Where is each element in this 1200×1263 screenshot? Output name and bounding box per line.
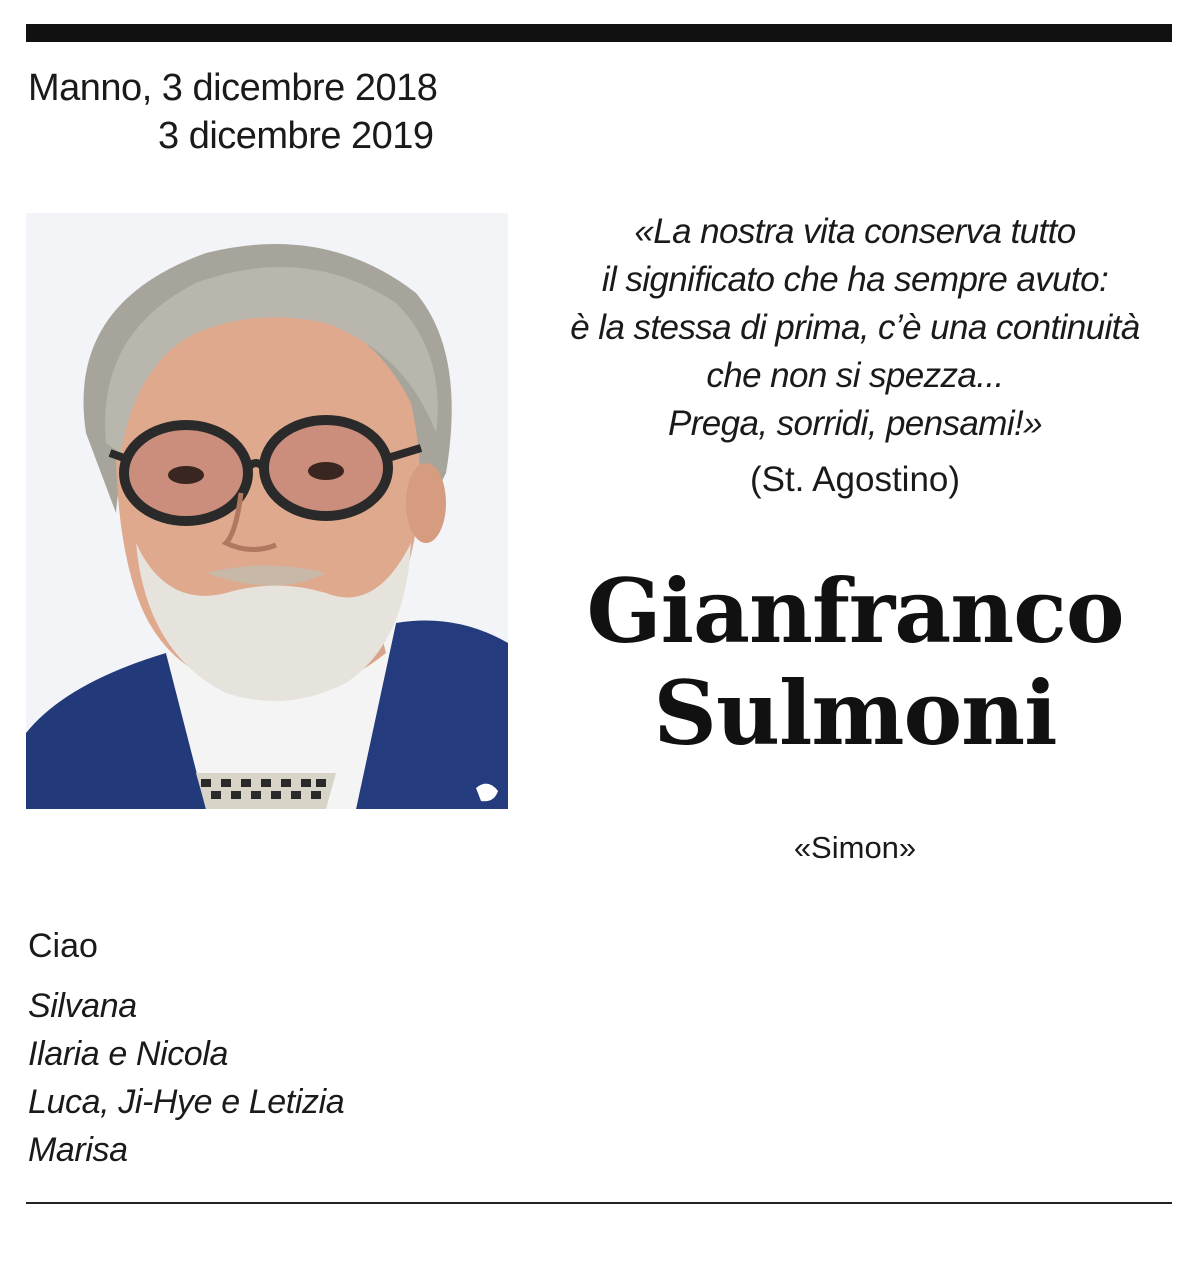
farewell-text: Ciao [28,927,98,965]
portrait-photo [26,213,508,809]
signer-name: Silvana [28,987,137,1025]
signers-list [28,982,344,1174]
quote-line: è la stessa di prima, c’è una continuità [570,308,1140,347]
date-line-anniversary: 3 dicembre 2019 [158,115,434,157]
deceased-first-name: Gianfranco [586,559,1124,663]
deceased-last-name: Sulmoni [653,661,1057,765]
dates-block [28,64,448,160]
signer-name: Luca, Ji-Hye e Letizia [28,1083,345,1121]
date-line-birth-place: Manno, 3 dicembre 2018 [28,67,438,109]
deceased-name [530,560,1180,764]
top-divider [26,24,1172,42]
quote-attribution: (St. Agostino) [749,460,961,499]
quote-line: il significato che ha sempre avuto: [601,260,1109,299]
deceased-nickname: «Simon» [793,830,917,865]
quote-line: Prega, sorridi, pensami!» [667,404,1043,443]
quote-line: che non si spezza... [706,356,1004,395]
bottom-divider [26,1202,1172,1204]
quote-line: «La nostra vita conserva tutto [634,212,1076,251]
memorial-quote [530,208,1180,448]
signer-name: Marisa [28,1131,128,1169]
signer-name: Ilaria e Nicola [28,1035,228,1073]
